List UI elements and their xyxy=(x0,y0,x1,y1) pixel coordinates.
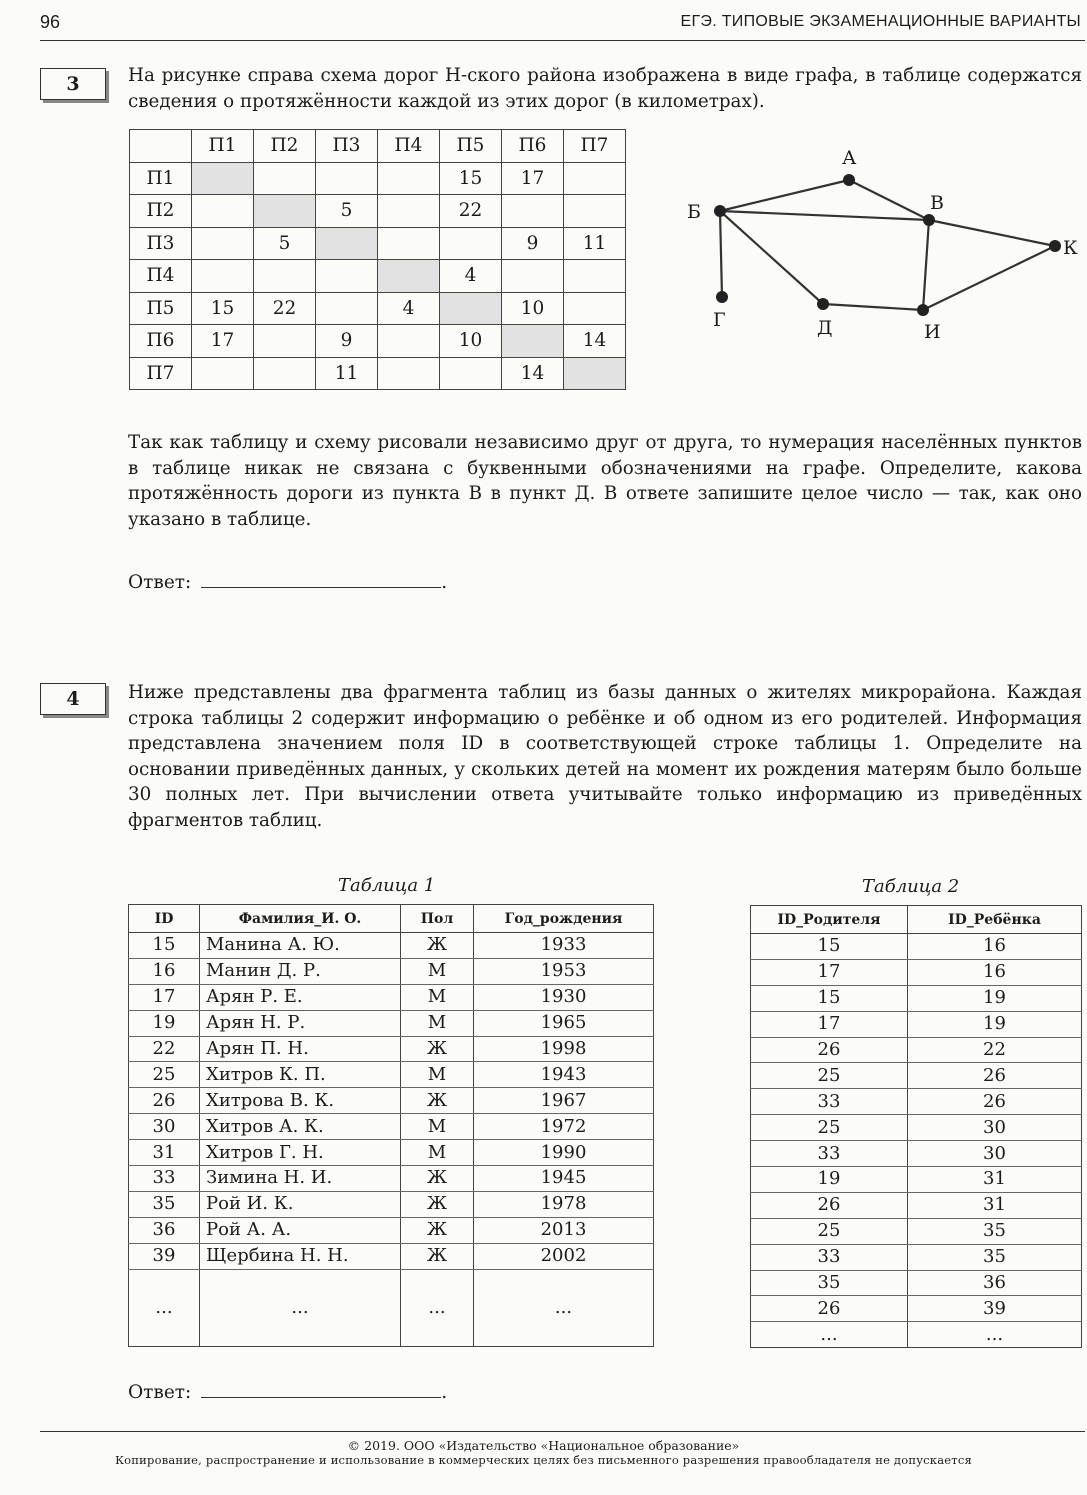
distance-cell xyxy=(440,227,502,260)
table-cell: 30 xyxy=(129,1114,200,1140)
table-cell: 35 xyxy=(751,1270,908,1296)
label-d: Д xyxy=(817,317,833,339)
table-cell: Рой А. А. xyxy=(200,1217,401,1243)
table-cell: М xyxy=(401,1114,474,1140)
distance-cell: 9 xyxy=(316,325,378,358)
table-cell: Ж xyxy=(401,1243,474,1269)
distance-table-row xyxy=(130,325,626,358)
table-cell: М xyxy=(401,1010,474,1036)
edge-v-k xyxy=(929,220,1055,246)
label-v: В xyxy=(930,192,944,214)
answer-label: Ответ: xyxy=(128,572,192,593)
table-row xyxy=(751,1115,1082,1141)
table-cell: М xyxy=(401,984,474,1010)
distance-cell: 22 xyxy=(440,195,502,228)
table-cell: 1967 xyxy=(474,1088,654,1114)
table-cell: 2002 xyxy=(474,1243,654,1269)
distance-cell xyxy=(254,195,316,228)
distance-table xyxy=(129,129,626,390)
distance-table-row xyxy=(130,260,626,293)
parents-children-table xyxy=(750,905,1082,1348)
table-cell: 33 xyxy=(751,1141,908,1167)
table-cell: 19 xyxy=(908,985,1082,1011)
distance-cell: 5 xyxy=(316,195,378,228)
distance-cell: 14 xyxy=(564,325,626,358)
row-header: П3 xyxy=(130,227,192,260)
table-row xyxy=(751,1141,1082,1167)
edge-b-g xyxy=(720,211,722,297)
col-header: П6 xyxy=(502,130,564,163)
table-row xyxy=(129,933,654,959)
table-row xyxy=(751,1011,1082,1037)
table-cell: 1945 xyxy=(474,1166,654,1192)
distance-cell xyxy=(502,260,564,293)
distance-cell: 11 xyxy=(316,357,378,390)
node-d xyxy=(817,298,829,310)
distance-cell xyxy=(192,227,254,260)
distance-cell xyxy=(378,260,440,293)
table-cell: 31 xyxy=(908,1167,1082,1193)
task-3-question: Так как таблицу и схему рисовали независимо друг от друга, то нумерация населённых пунктов в таблице никак не связана с буквенными обозначениями на графе. Определите, какова протяжённость дороги из пункта В в пункт Д. В ответе запишите целое число — так, как оно указано в таблице. xyxy=(128,432,1082,530)
table-cell: Хитров Г. Н. xyxy=(200,1140,401,1166)
table-cell: 1933 xyxy=(474,933,654,959)
table-row xyxy=(129,1088,654,1114)
answer-period: . xyxy=(441,572,448,593)
table-cell: 17 xyxy=(129,984,200,1010)
table-cell: Ж xyxy=(401,1088,474,1114)
distance-cell xyxy=(564,162,626,195)
edge-a-v xyxy=(849,180,929,220)
table-row xyxy=(129,1191,654,1217)
ellipsis-cell: ... xyxy=(474,1269,654,1346)
ellipsis-cell: ... xyxy=(200,1269,401,1346)
label-a: А xyxy=(842,147,857,169)
table-row xyxy=(751,1192,1082,1218)
table-row xyxy=(751,1063,1082,1089)
table-1-header xyxy=(129,905,654,933)
table-cell: 30 xyxy=(908,1115,1082,1141)
answer-input-line[interactable] xyxy=(201,571,441,588)
node-b xyxy=(714,205,726,217)
table-row xyxy=(129,1062,654,1088)
table-cell: Хитров А. К. xyxy=(200,1114,401,1140)
table-cell: 26 xyxy=(908,1063,1082,1089)
table-cell: 17 xyxy=(751,1011,908,1037)
table-row xyxy=(751,959,1082,985)
table-cell: 26 xyxy=(129,1088,200,1114)
table-cell: 22 xyxy=(129,1036,200,1062)
table-cell: 22 xyxy=(908,1037,1082,1063)
col-header: Фамилия_И. О. xyxy=(200,905,401,933)
table-cell: Хитров К. П. xyxy=(200,1062,401,1088)
table-cell: 15 xyxy=(129,933,200,959)
table-cell: Щербина Н. Н. xyxy=(200,1243,401,1269)
table-row xyxy=(751,1218,1082,1244)
ellipsis-cell: ... xyxy=(751,1322,908,1348)
table-cell: Ж xyxy=(401,1217,474,1243)
table-cell: Ж xyxy=(401,1036,474,1062)
node-i xyxy=(917,304,929,316)
table-row xyxy=(129,1036,654,1062)
distance-cell xyxy=(254,325,316,358)
table-2-caption: Таблица 2 xyxy=(862,876,960,897)
distance-cell xyxy=(502,325,564,358)
node-a xyxy=(843,174,855,186)
label-k: К xyxy=(1063,237,1078,259)
table-cell: 26 xyxy=(751,1296,908,1322)
table-cell: М xyxy=(401,958,474,984)
table-cell: 15 xyxy=(751,934,908,960)
table-cell: Ж xyxy=(401,1191,474,1217)
distance-cell xyxy=(440,357,502,390)
col-header: Год_рождения xyxy=(474,905,654,933)
table-cell: 25 xyxy=(129,1062,200,1088)
task-4-text: Ниже представлены два фрагмента таблиц из базы данных о жителях микрорайона. Каждая строка таблицы 2 содержит информацию о ребёнке и об одном из его родителей. Информация представлена значением поля ID в соответствующей строке таблицы 1. Определите на основании приведённых данных, у скольких детей на момент их рождения матерям было больше 30 полных лет. При вычислении ответа учитывайте только информацию из приведённых фрагментов таблиц. xyxy=(128,682,1082,831)
distance-cell xyxy=(440,292,502,325)
table-cell: 1978 xyxy=(474,1191,654,1217)
distance-cell xyxy=(378,325,440,358)
footer-notice: Копирование, распространение и использование в коммерческих целях без письменного разрешения правообладателя не допускается xyxy=(115,1453,972,1467)
table-cell: Хитрова В. К. xyxy=(200,1088,401,1114)
table-row xyxy=(751,1296,1082,1322)
distance-cell xyxy=(378,195,440,228)
distance-cell: 17 xyxy=(502,162,564,195)
distance-cell: 15 xyxy=(440,162,502,195)
col-header: ID_Ребёнка xyxy=(908,906,1082,934)
answer-label: Ответ: xyxy=(128,1382,192,1403)
distance-cell: 22 xyxy=(254,292,316,325)
node-g xyxy=(716,291,728,303)
col-header: ID xyxy=(129,905,200,933)
table-cell: 1953 xyxy=(474,958,654,984)
distance-cell: 9 xyxy=(502,227,564,260)
page-number: 96 xyxy=(40,12,61,32)
table-cell: 35 xyxy=(908,1244,1082,1270)
row-header: П5 xyxy=(130,292,192,325)
distance-cell xyxy=(192,195,254,228)
table-cell: 39 xyxy=(908,1296,1082,1322)
distance-cell xyxy=(564,357,626,390)
table-row xyxy=(751,1089,1082,1115)
residents-table xyxy=(128,904,654,1347)
distance-table-row xyxy=(130,162,626,195)
distance-table-row xyxy=(130,357,626,390)
answer-period: . xyxy=(441,1382,448,1403)
distance-table-row xyxy=(130,195,626,228)
table-cell: Арян Р. Е. xyxy=(200,984,401,1010)
table-cell: Арян П. Н. xyxy=(200,1036,401,1062)
edge-d-i xyxy=(823,304,923,310)
table-cell: 19 xyxy=(129,1010,200,1036)
distance-cell xyxy=(564,292,626,325)
distance-cell: 4 xyxy=(378,292,440,325)
distance-cell xyxy=(564,260,626,293)
node-v xyxy=(923,214,935,226)
table-row xyxy=(751,1167,1082,1193)
running-header: ЕГЭ. ТИПОВЫЕ ЭКЗАМЕНАЦИОННЫЕ ВАРИАНТЫ xyxy=(680,13,1081,30)
edge-b-v xyxy=(720,211,929,220)
table-cell: 36 xyxy=(129,1217,200,1243)
table-cell: 16 xyxy=(908,934,1082,960)
col-header: П7 xyxy=(564,130,626,163)
table-cell: 19 xyxy=(751,1167,908,1193)
table-cell: 2013 xyxy=(474,1217,654,1243)
col-header: П2 xyxy=(254,130,316,163)
table-row xyxy=(129,1217,654,1243)
table-cell: 31 xyxy=(908,1192,1082,1218)
distance-cell: 17 xyxy=(192,325,254,358)
footer-rule xyxy=(40,1431,1085,1432)
table-row xyxy=(751,1244,1082,1270)
table-1-caption: Таблица 1 xyxy=(338,875,436,896)
table-cell: 1965 xyxy=(474,1010,654,1036)
table-cell: 26 xyxy=(751,1192,908,1218)
edge-b-a xyxy=(720,180,849,211)
table-cell: 31 xyxy=(129,1140,200,1166)
distance-cell: 10 xyxy=(440,325,502,358)
col-header: П1 xyxy=(192,130,254,163)
col-header: П4 xyxy=(378,130,440,163)
distance-cell xyxy=(564,195,626,228)
ellipsis-cell: ... xyxy=(401,1269,474,1346)
table-cell: 17 xyxy=(751,959,908,985)
distance-cell: 15 xyxy=(192,292,254,325)
table-cell: 1943 xyxy=(474,1062,654,1088)
task-3-intro: На рисунке справа схема дорог Н-ского района изображена в виде графа, в таблице содержатся сведения о протяжённости каждой из этих дорог (в километрах). xyxy=(128,65,1082,112)
edge-b-d xyxy=(720,211,823,304)
table-row xyxy=(751,985,1082,1011)
distance-cell: 4 xyxy=(440,260,502,293)
edge-v-i xyxy=(923,220,929,310)
corner-cell xyxy=(130,130,192,163)
distance-cell xyxy=(316,162,378,195)
table-cell: М xyxy=(401,1062,474,1088)
table-ellipsis-row xyxy=(129,1269,654,1346)
distance-cell xyxy=(378,357,440,390)
distance-cell xyxy=(254,260,316,293)
col-header: П3 xyxy=(316,130,378,163)
row-header: П7 xyxy=(130,357,192,390)
row-header: П6 xyxy=(130,325,192,358)
distance-cell xyxy=(316,260,378,293)
table-row xyxy=(129,1166,654,1192)
task-3-number: 3 xyxy=(40,68,106,100)
label-b: Б xyxy=(687,201,701,223)
table-cell: 26 xyxy=(908,1089,1082,1115)
distance-cell: 10 xyxy=(502,292,564,325)
table-cell: 15 xyxy=(751,985,908,1011)
task-4-answer xyxy=(128,1381,447,1403)
row-header: П1 xyxy=(130,162,192,195)
table-row xyxy=(129,1010,654,1036)
table-row xyxy=(129,958,654,984)
node-k xyxy=(1049,240,1061,252)
distance-cell xyxy=(378,162,440,195)
table-cell: 16 xyxy=(129,958,200,984)
row-header: П2 xyxy=(130,195,192,228)
distance-cell: 5 xyxy=(254,227,316,260)
col-header: Пол xyxy=(401,905,474,933)
table-cell: Рой И. К. xyxy=(200,1191,401,1217)
table-cell: М xyxy=(401,1140,474,1166)
distance-table-row xyxy=(130,227,626,260)
table-cell: 1972 xyxy=(474,1114,654,1140)
table-cell: 25 xyxy=(751,1063,908,1089)
table-row xyxy=(751,934,1082,960)
distance-table-header xyxy=(130,130,626,163)
table-cell: 36 xyxy=(908,1270,1082,1296)
distance-cell xyxy=(192,357,254,390)
table-cell: Манин Д. Р. xyxy=(200,958,401,984)
ellipsis-cell: ... xyxy=(129,1269,200,1346)
table-cell: 39 xyxy=(129,1243,200,1269)
table-cell: 19 xyxy=(908,1011,1082,1037)
distance-cell xyxy=(192,260,254,293)
road-graph xyxy=(660,135,1080,355)
task-4-number: 4 xyxy=(40,683,106,715)
table-cell: 33 xyxy=(751,1089,908,1115)
header-rule xyxy=(40,40,1085,41)
distance-cell xyxy=(316,292,378,325)
table-cell: 35 xyxy=(908,1218,1082,1244)
distance-cell: 14 xyxy=(502,357,564,390)
table-cell: Зимина Н. И. xyxy=(200,1166,401,1192)
distance-table-row xyxy=(130,292,626,325)
label-g: Г xyxy=(713,309,726,331)
table-cell: 35 xyxy=(129,1191,200,1217)
footer-copyright: © 2019. ООО «Издательство «Национальное образование» xyxy=(347,1438,740,1453)
col-header: П5 xyxy=(440,130,502,163)
col-header: ID_Родителя xyxy=(751,906,908,934)
table-ellipsis-row xyxy=(751,1322,1082,1348)
table-cell: Ж xyxy=(401,1166,474,1192)
table-row xyxy=(129,1140,654,1166)
distance-cell xyxy=(378,227,440,260)
distance-cell xyxy=(192,162,254,195)
table-row xyxy=(751,1037,1082,1063)
distance-cell xyxy=(254,162,316,195)
answer-input-line[interactable] xyxy=(201,1381,441,1398)
table-cell: Арян Н. Р. xyxy=(200,1010,401,1036)
distance-cell xyxy=(316,227,378,260)
table-2-header xyxy=(751,906,1082,934)
table-cell: 1990 xyxy=(474,1140,654,1166)
table-row xyxy=(751,1270,1082,1296)
edge-i-k xyxy=(923,246,1055,310)
label-i: И xyxy=(924,321,941,343)
task-3-answer xyxy=(128,571,447,593)
table-cell: 26 xyxy=(751,1037,908,1063)
table-cell: Ж xyxy=(401,933,474,959)
table-cell: Манина А. Ю. xyxy=(200,933,401,959)
table-row xyxy=(129,1114,654,1140)
table-cell: 16 xyxy=(908,959,1082,985)
ellipsis-cell: ... xyxy=(908,1322,1082,1348)
table-cell: 33 xyxy=(751,1244,908,1270)
table-cell: 25 xyxy=(751,1218,908,1244)
distance-cell xyxy=(502,195,564,228)
table-cell: 30 xyxy=(908,1141,1082,1167)
table-row xyxy=(129,1243,654,1269)
row-header: П4 xyxy=(130,260,192,293)
distance-cell xyxy=(254,357,316,390)
distance-cell: 11 xyxy=(564,227,626,260)
table-cell: 33 xyxy=(129,1166,200,1192)
table-row xyxy=(129,984,654,1010)
table-cell: 1998 xyxy=(474,1036,654,1062)
table-cell: 1930 xyxy=(474,984,654,1010)
table-cell: 25 xyxy=(751,1115,908,1141)
